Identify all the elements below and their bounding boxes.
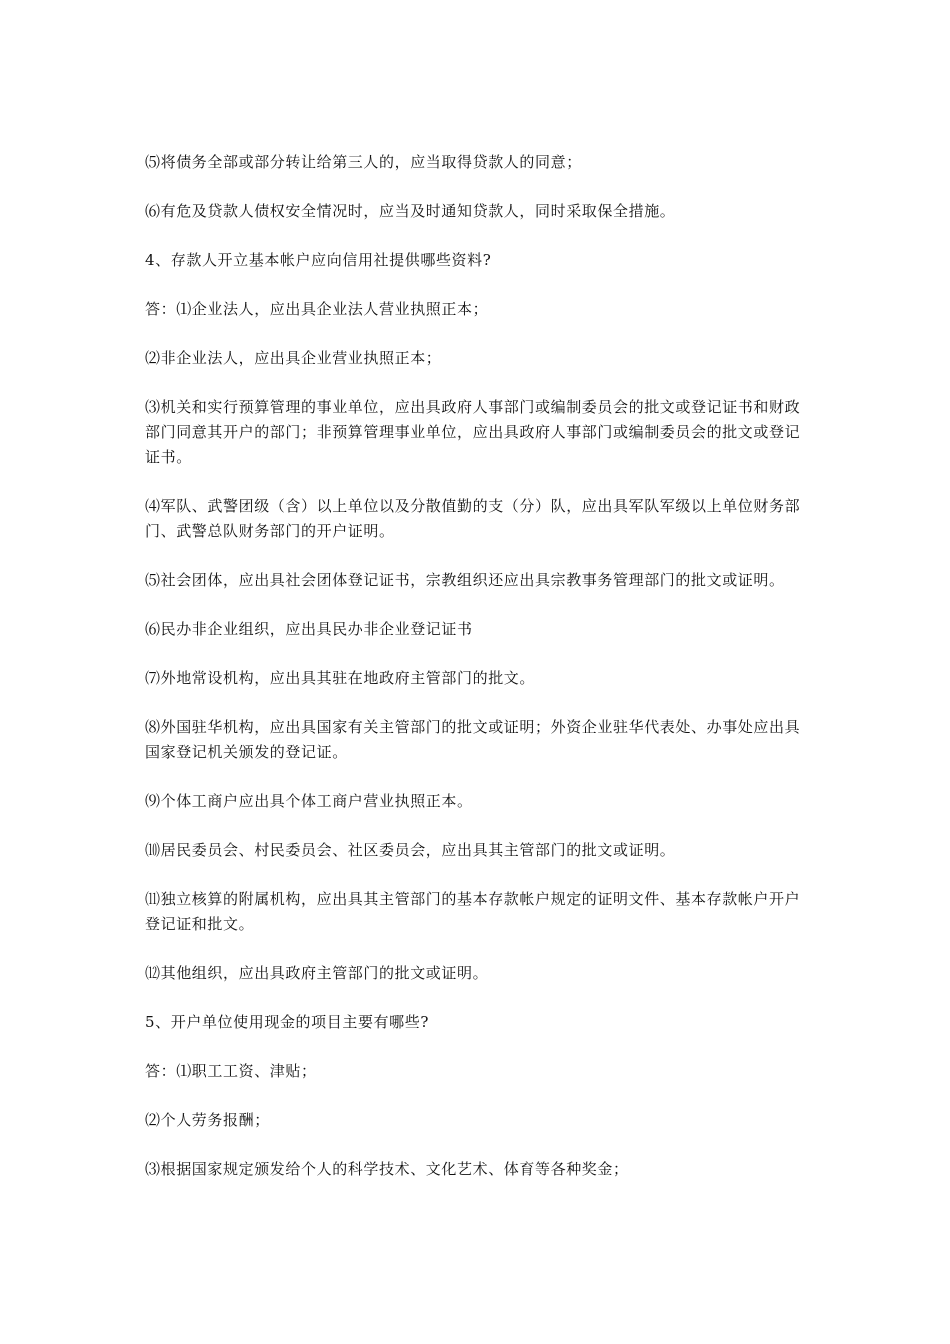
paragraph-item-6: ⑹有危及贷款人债权安全情况时，应当及时通知贷款人，同时采取保全措施。 bbox=[145, 202, 676, 220]
answer-item-8: ⑻外国驻华机构，应出具国家有关主管部门的批文或证明；外资企业驻华代表处、办事处应出具国家登记机关颁发的登记证。 bbox=[145, 718, 801, 761]
answer-item-3: ⑶机关和实行预算管理的事业单位，应出具政府人事部门或编制委员会的批文或登记证书和财政部门同意其开户的部门；非预算管理事业单位，应出具政府人事部门或编制委员会的批文或登记证书。 bbox=[145, 398, 801, 466]
answer-item-10: ⑽居民委员会、村民委员会、社区委员会，应出具其主管部门的批文或证明。 bbox=[145, 841, 676, 859]
question-heading-5: 5、开户单位使用现金的项目主要有哪些? bbox=[145, 1013, 429, 1031]
answer-item-9: ⑼个体工商户应出具个体工商户营业执照正本。 bbox=[145, 792, 473, 810]
question-heading-4: 4、存款人开立基本帐户应向信用社提供哪些资料? bbox=[145, 251, 492, 269]
cash-use-item-3: ⑶根据国家规定颁发给个人的科学技术、文化艺术、体育等各种奖金； bbox=[145, 1160, 629, 1178]
cash-use-item-1: 答：⑴职工工资、津贴； bbox=[145, 1062, 317, 1080]
answer-item-6: ⑹民办非企业组织，应出具民办非企业登记证书 bbox=[145, 620, 473, 638]
answer-item-2: ⑵非企业法人，应出具企业营业执照正本； bbox=[145, 349, 442, 367]
answer-item-11: ⑾独立核算的附属机构，应出具其主管部门的基本存款帐户规定的证明文件、基本存款帐户开户登记证和批文。 bbox=[145, 890, 801, 933]
answer-item-12: ⑿其他组织，应出具政府主管部门的批文或证明。 bbox=[145, 964, 489, 982]
answer-item-1: 答：⑴企业法人，应出具企业法人营业执照正本； bbox=[145, 300, 489, 318]
cash-use-item-2: ⑵个人劳务报酬； bbox=[145, 1111, 270, 1129]
answer-item-5: ⑸社会团体，应出具社会团体登记证书，宗教组织还应出具宗教事务管理部门的批文或证明。 bbox=[145, 571, 785, 589]
answer-item-4: ⑷军队、武警团级（含）以上单位以及分散值勤的支（分）队，应出具军队军级以上单位财务部门、武警总队财务部门的开户证明。 bbox=[145, 497, 801, 540]
paragraph-item-5: ⑸将债务全部或部分转让给第三人的，应当取得贷款人的同意； bbox=[145, 153, 582, 171]
document-body bbox=[145, 150, 810, 1206]
answer-item-7: ⑺外地常设机构，应出具其驻在地政府主管部门的批文。 bbox=[145, 669, 536, 687]
